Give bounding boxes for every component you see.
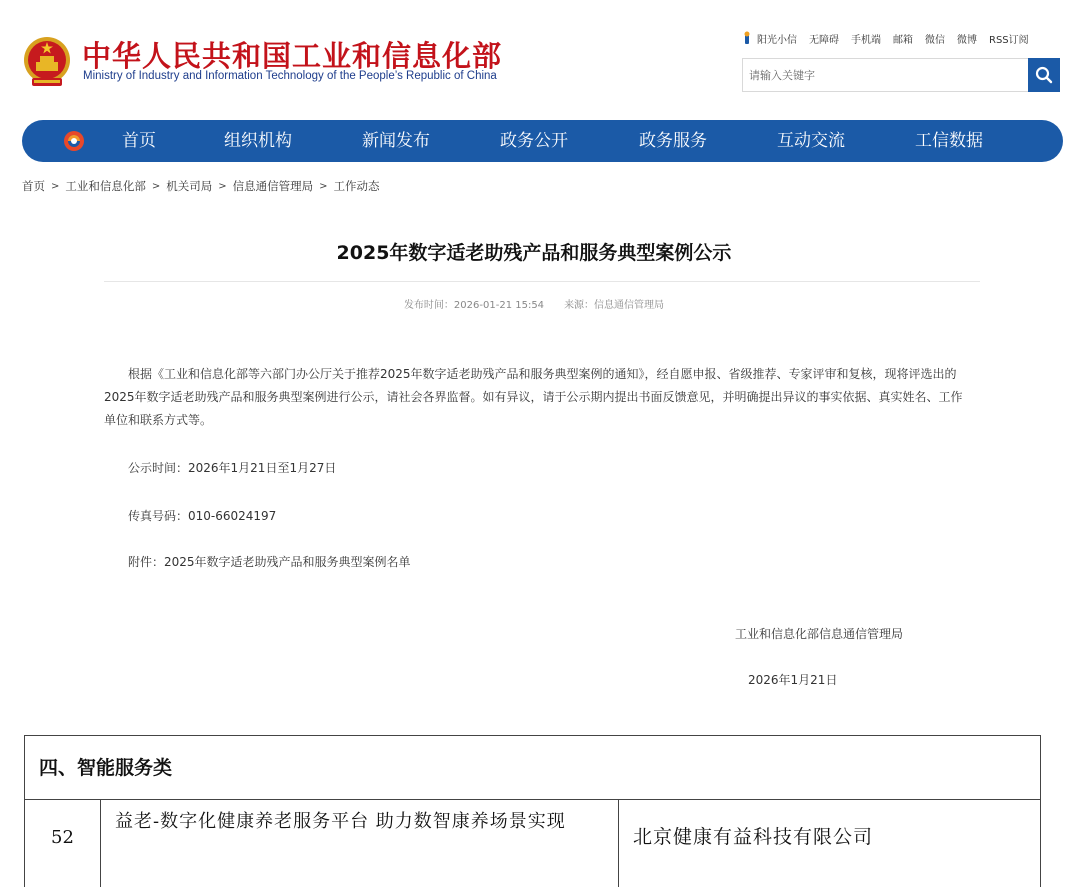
national-emblem-icon[interactable] <box>22 34 72 88</box>
breadcrumb-home[interactable]: 首页 <box>22 179 45 193</box>
nav-item-interaction[interactable]: 互动交流 <box>777 131 845 151</box>
attachment-link[interactable]: 附件：2025年数字适老助残产品和服务典型案例名单 <box>128 555 411 569</box>
nav-item-data[interactable]: 工信数据 <box>915 131 983 151</box>
site-header <box>0 0 1068 112</box>
article-source: 来源：信息通信管理局 <box>564 300 665 311</box>
nav-item-home[interactable]: 首页 <box>122 131 156 151</box>
breadcrumb-separator: > <box>151 180 161 192</box>
breadcrumb-miit[interactable]: 工业和信息化部 <box>65 179 146 193</box>
row-number: 52 <box>25 800 101 887</box>
site-title[interactable]: 中华人民共和国工业和信息化部 <box>82 39 503 73</box>
site-subtitle: Ministry of Industry and Information Technology of the People’s Republic of China <box>83 70 497 82</box>
util-link-weibo[interactable]: 微博 <box>957 34 977 46</box>
signature-organization: 工业和信息化部信息通信管理局 <box>735 627 904 641</box>
util-link-email[interactable]: 邮箱 <box>893 34 913 46</box>
utility-links <box>742 30 1029 46</box>
fax-number: 传真号码：010-66024197 <box>128 509 277 523</box>
article-meta <box>0 296 1068 311</box>
case-list-table <box>24 735 1041 887</box>
signature-date: 2026年1月21日 <box>748 673 838 687</box>
util-link-accessibility[interactable]: 无障碍 <box>809 34 839 46</box>
nav-logo-icon[interactable] <box>62 129 86 153</box>
nav-item-organization[interactable]: 组织机构 <box>224 131 292 151</box>
util-link-wechat[interactable]: 微信 <box>925 34 945 46</box>
nav-item-news[interactable]: 新闻发布 <box>362 131 430 151</box>
search-box <box>742 58 1060 92</box>
search-icon <box>1035 66 1053 84</box>
breadcrumb-departments[interactable]: 机关司局 <box>166 179 213 193</box>
article-body-paragraph: 根据《工业和信息化部等六部门办公厅关于推荐2025年数字适老助残产品和服务典型案例的通知》，经自愿申报、省级推荐、专家评审和复核，现将评选出的2025年数字适老助残产品和服务典型案例进行公示，请社会各界监督。如有异议，请于公示期内提出书面反馈意见，并明确提出异议的事实依据、真实姓名、工作单位和联系方式等。 <box>104 367 963 427</box>
publicity-period: 公示时间：2026年1月21日至1月27日 <box>128 461 337 475</box>
publish-time: 发布时间：2026-01-21 15:54 <box>403 300 545 311</box>
breadcrumb-separator: > <box>51 180 60 192</box>
breadcrumb-telecom-bureau[interactable]: 信息通信管理局 <box>232 179 314 193</box>
util-link-rss[interactable]: RSS订阅 <box>989 34 1029 46</box>
breadcrumb-separator: > <box>218 180 227 192</box>
util-link-sunshine[interactable]: 阳光小信 <box>757 34 797 46</box>
company-name: 北京健康有益科技有限公司 <box>633 826 874 848</box>
table-row <box>25 800 1040 887</box>
search-button[interactable] <box>1028 58 1060 92</box>
breadcrumb <box>22 178 380 194</box>
title-divider <box>104 281 980 282</box>
breadcrumb-work-news[interactable]: 工作动态 <box>333 179 380 193</box>
util-link-mobile[interactable]: 手机端 <box>851 34 881 46</box>
nav-item-government-services[interactable]: 政务服务 <box>639 131 707 151</box>
sun-icon <box>742 31 752 45</box>
nav-item-government-affairs[interactable]: 政务公开 <box>500 131 568 151</box>
breadcrumb-separator: > <box>319 180 328 192</box>
main-nav <box>22 120 1063 162</box>
search-input[interactable] <box>743 59 1029 91</box>
table-section-heading: 四、智能服务类 <box>25 736 1040 800</box>
article-title: 2025年数字适老助残产品和服务典型案例公示 <box>336 242 732 264</box>
case-name: 益老-数字化健康养老服务平台 助力数智康养场景实现 <box>101 800 619 887</box>
